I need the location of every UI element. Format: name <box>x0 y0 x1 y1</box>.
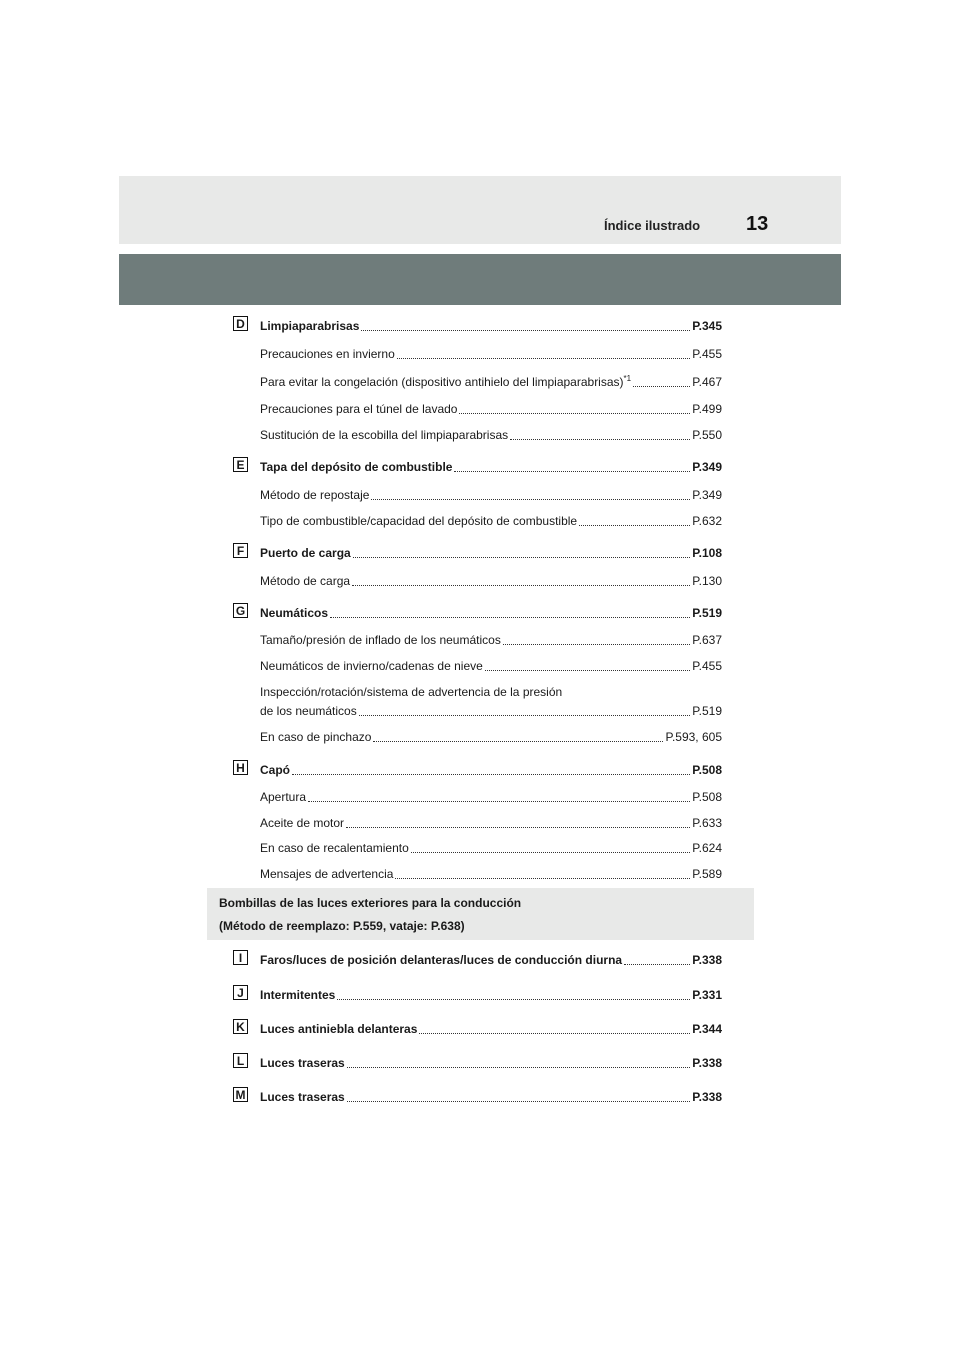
entry-page: P.519 <box>692 704 722 718</box>
entry-label: Aceite de motor <box>260 816 345 830</box>
index-entry-sub[interactable] <box>260 789 722 805</box>
entry-page: P.108 <box>692 546 722 560</box>
entry-page: P.130 <box>692 574 722 588</box>
entry-label: Puerto de carga <box>260 546 351 560</box>
entry-label: Mensajes de advertencia <box>260 867 394 881</box>
entry-label: Tapa del depósito de combustible <box>260 460 453 474</box>
entry-label: Tamaño/presión de inflado de los neumáticos <box>260 633 501 647</box>
entry-label: En caso de pinchazo <box>260 730 372 744</box>
entry-label: Apertura <box>260 790 307 804</box>
entry-page: P.331 <box>692 988 722 1002</box>
index-entry-sub[interactable] <box>260 815 722 831</box>
letter-badge-e: E <box>233 457 248 472</box>
index-entry-main[interactable] <box>260 1089 722 1105</box>
entry-label: Tipo de combustible/capacidad del depósito de combustible <box>260 514 578 528</box>
footnote-marker: *1 <box>623 374 632 383</box>
entry-page: P.338 <box>692 953 722 967</box>
index-entry-sub[interactable] <box>260 840 722 856</box>
index-entry-main[interactable] <box>260 987 722 1003</box>
letter-badge-f: F <box>233 543 248 558</box>
entry-label-line1: Inspección/rotación/sistema de advertencia de la presión <box>260 685 563 699</box>
letter-badge-d: D <box>233 316 248 331</box>
index-entry-main[interactable] <box>260 605 722 621</box>
bulbs-subheading: (Método de reemplazo: P.559, vataje: P.638) <box>219 919 465 933</box>
entry-label: Intermitentes <box>260 988 336 1002</box>
entry-label: de los neumáticos <box>260 704 357 718</box>
dark-banner <box>119 254 841 305</box>
entry-page: P.593, 605 <box>665 730 722 744</box>
entry-label: Luces traseras <box>260 1090 345 1104</box>
index-entry-sub[interactable] <box>260 513 722 529</box>
entry-page: P.467 <box>692 375 722 389</box>
index-entry-sub[interactable] <box>260 729 722 745</box>
letter-badge-h: H <box>233 760 248 775</box>
index-entry-main[interactable] <box>260 318 722 334</box>
entry-page: P.632 <box>692 514 722 528</box>
index-entry-main[interactable] <box>260 1055 722 1071</box>
entry-page: P.519 <box>692 606 722 620</box>
entry-page: P.338 <box>692 1056 722 1070</box>
index-entry-main[interactable] <box>260 1021 722 1037</box>
index-entry-sub[interactable] <box>260 374 722 390</box>
entry-page: P.455 <box>692 659 722 673</box>
entry-page: P.508 <box>692 790 722 804</box>
entry-label: Para evitar la congelación (dispositivo antihielo del limpiaparabrisas)$^{*1}$ <box>260 374 632 389</box>
index-entry-main[interactable] <box>260 762 722 778</box>
index-entry-sub[interactable] <box>260 658 722 674</box>
section-title: Índice ilustrado <box>604 218 701 233</box>
index-entry-sub[interactable] <box>260 346 722 362</box>
entry-label: Luces antiniebla delanteras <box>260 1022 418 1036</box>
letter-badge-l: L <box>233 1053 248 1068</box>
entry-label: En caso de recalentamiento <box>260 841 409 855</box>
letter-badge-g: G <box>233 603 248 618</box>
entry-page: P.344 <box>692 1022 722 1036</box>
letter-badge-i: I <box>233 950 248 965</box>
index-entry-main[interactable] <box>260 952 722 968</box>
entry-label: Neumáticos <box>260 606 329 620</box>
entry-label: Método de repostaje <box>260 488 370 502</box>
entry-label: Precauciones en invierno <box>260 347 395 361</box>
entry-page: P.455 <box>692 347 722 361</box>
entry-label: Sustitución de la escobilla del limpiaparabrisas <box>260 428 509 442</box>
entry-page: P.624 <box>692 841 722 855</box>
letter-badge-k: K <box>233 1019 248 1034</box>
index-entry-sub[interactable] <box>260 632 722 648</box>
entry-page: P.345 <box>692 319 722 333</box>
entry-label: Precauciones para el túnel de lavado <box>260 402 458 416</box>
entry-label: Método de carga <box>260 574 351 588</box>
header-band <box>119 176 841 244</box>
index-entry-main[interactable] <box>260 545 722 561</box>
entry-label: Capó <box>260 763 290 777</box>
index-entry-sub[interactable] <box>260 573 722 589</box>
entry-page: P.349 <box>692 488 722 502</box>
entry-page: P.338 <box>692 1090 722 1104</box>
entry-page: P.550 <box>692 428 722 442</box>
index-entry-main[interactable] <box>260 459 722 475</box>
index-entry-sub[interactable] <box>260 401 722 417</box>
entry-page: P.637 <box>692 633 722 647</box>
entry-label: Luces traseras <box>260 1056 345 1070</box>
index-entry-sub[interactable] <box>260 487 722 503</box>
page-number: 13 <box>746 213 769 235</box>
entry-page: P.499 <box>692 402 722 416</box>
index-entry-sub[interactable] <box>260 703 722 719</box>
entry-page: P.633 <box>692 816 722 830</box>
entry-label: Faros/luces de posición delanteras/luces de conducción diurna <box>260 953 623 967</box>
entry-page: P.589 <box>692 867 722 881</box>
entry-page: P.508 <box>692 763 722 777</box>
bulbs-heading: Bombillas de las luces exteriores para la conducción <box>219 896 522 910</box>
entry-label: Neumáticos de invierno/cadenas de nieve <box>260 659 483 673</box>
letter-badge-j: J <box>233 985 248 1000</box>
letter-badge-m: M <box>233 1087 248 1102</box>
entry-label: Limpiaparabrisas <box>260 319 360 333</box>
entry-page: P.349 <box>692 460 722 474</box>
index-entry-sub[interactable] <box>260 866 722 882</box>
index-entry-sub[interactable] <box>260 427 722 443</box>
